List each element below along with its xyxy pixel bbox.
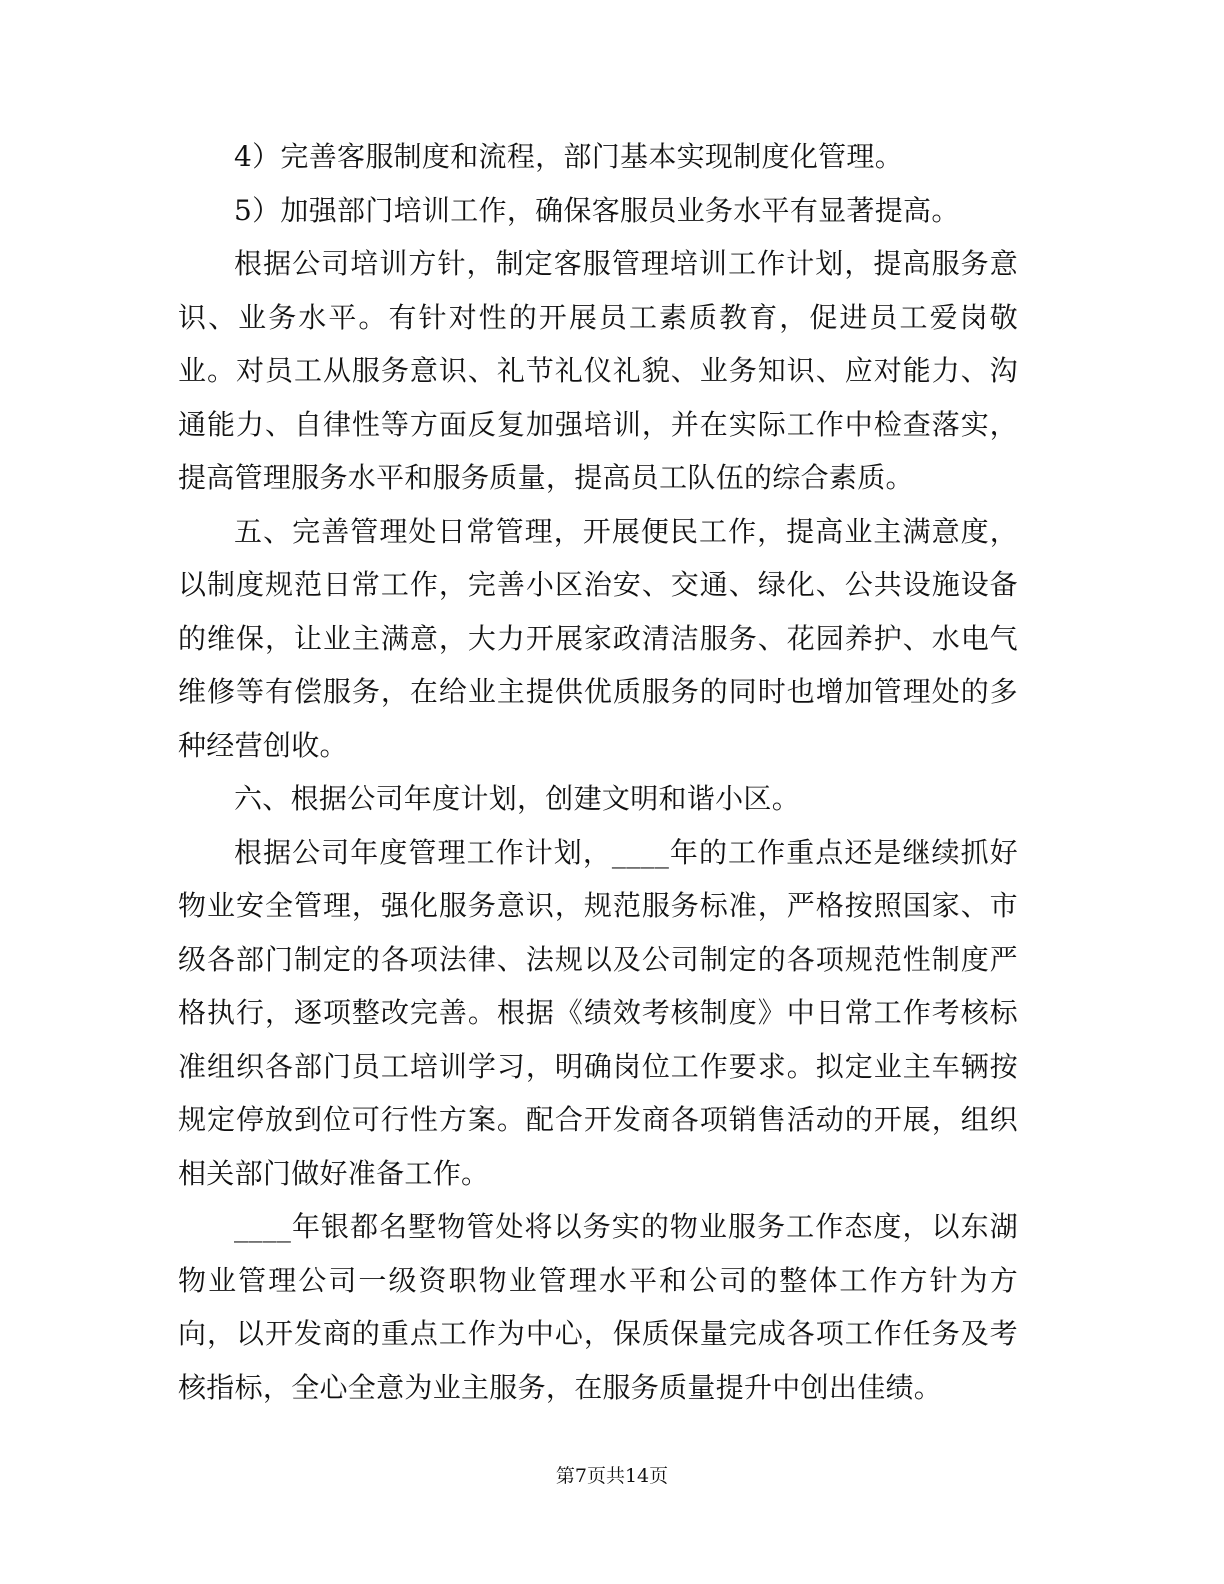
paragraph-annual-plan: 根据公司年度管理工作计划，____年的工作重点还是继续抓好物业安全管理，强化服务意识，规范服务标准，严格按照国家、市级各部门制定的各项法律、法规以及公司制定的各项规范性制度严格执行，逐项整改完善。根据《绩效考核制度》中日常工作考核标准组织各部门员工培训学习，明确岗位工作要求。拟定业主车辆按规定停放到位可行性方案。配合开发商各项销售活动的开展，组织相关部门做好准备工作。: [178, 835, 1018, 1190]
page-number: 第7页共14页: [555, 1465, 669, 1487]
paragraph-item-5: 5）加强部门培训工作，确保客服员业务水平有显著提高。: [234, 193, 960, 227]
paragraph-conclusion: ____年银都名墅物管处将以务实的物业服务工作态度，以东湖物业管理公司一级资职物业管理水平和公司的整体工作方针为方向，以开发商的重点工作为中心，保质保量完成各项工作任务及考核指标，全心全意为业主服务，在服务质量提升中创出佳绩。: [178, 1210, 1018, 1404]
document-body: [178, 130, 1018, 1414]
paragraph-section-five: 五、完善管理处日常管理，开展便民工作，提高业主满意度，以制度规范日常工作，完善小区治安、交通、绿化、公共设施设备的维保，让业主满意，大力开展家政清洁服务、花园养护、水电气维修等有偿服务，在给业主提供优质服务的同时也增加管理处的多种经营创收。: [178, 514, 1018, 762]
paragraph-training: 根据公司培训方针，制定客服管理培训工作计划，提高服务意识、业务水平。有针对性的开展员工素质教育，促进员工爱岗敬业。对员工从服务意识、礼节礼仪礼貌、业务知识、应对能力、沟通能力、自律性等方面反复加强培训，并在实际工作中检查落实，提高管理服务水平和服务质量，提高员工队伍的综合素质。: [178, 247, 1018, 494]
paragraph-item-4: 4）完善客服制度和流程，部门基本实现制度化管理。: [234, 140, 904, 173]
paragraph-section-six: 六、根据公司年度计划，创建文明和谐小区。: [234, 782, 801, 815]
